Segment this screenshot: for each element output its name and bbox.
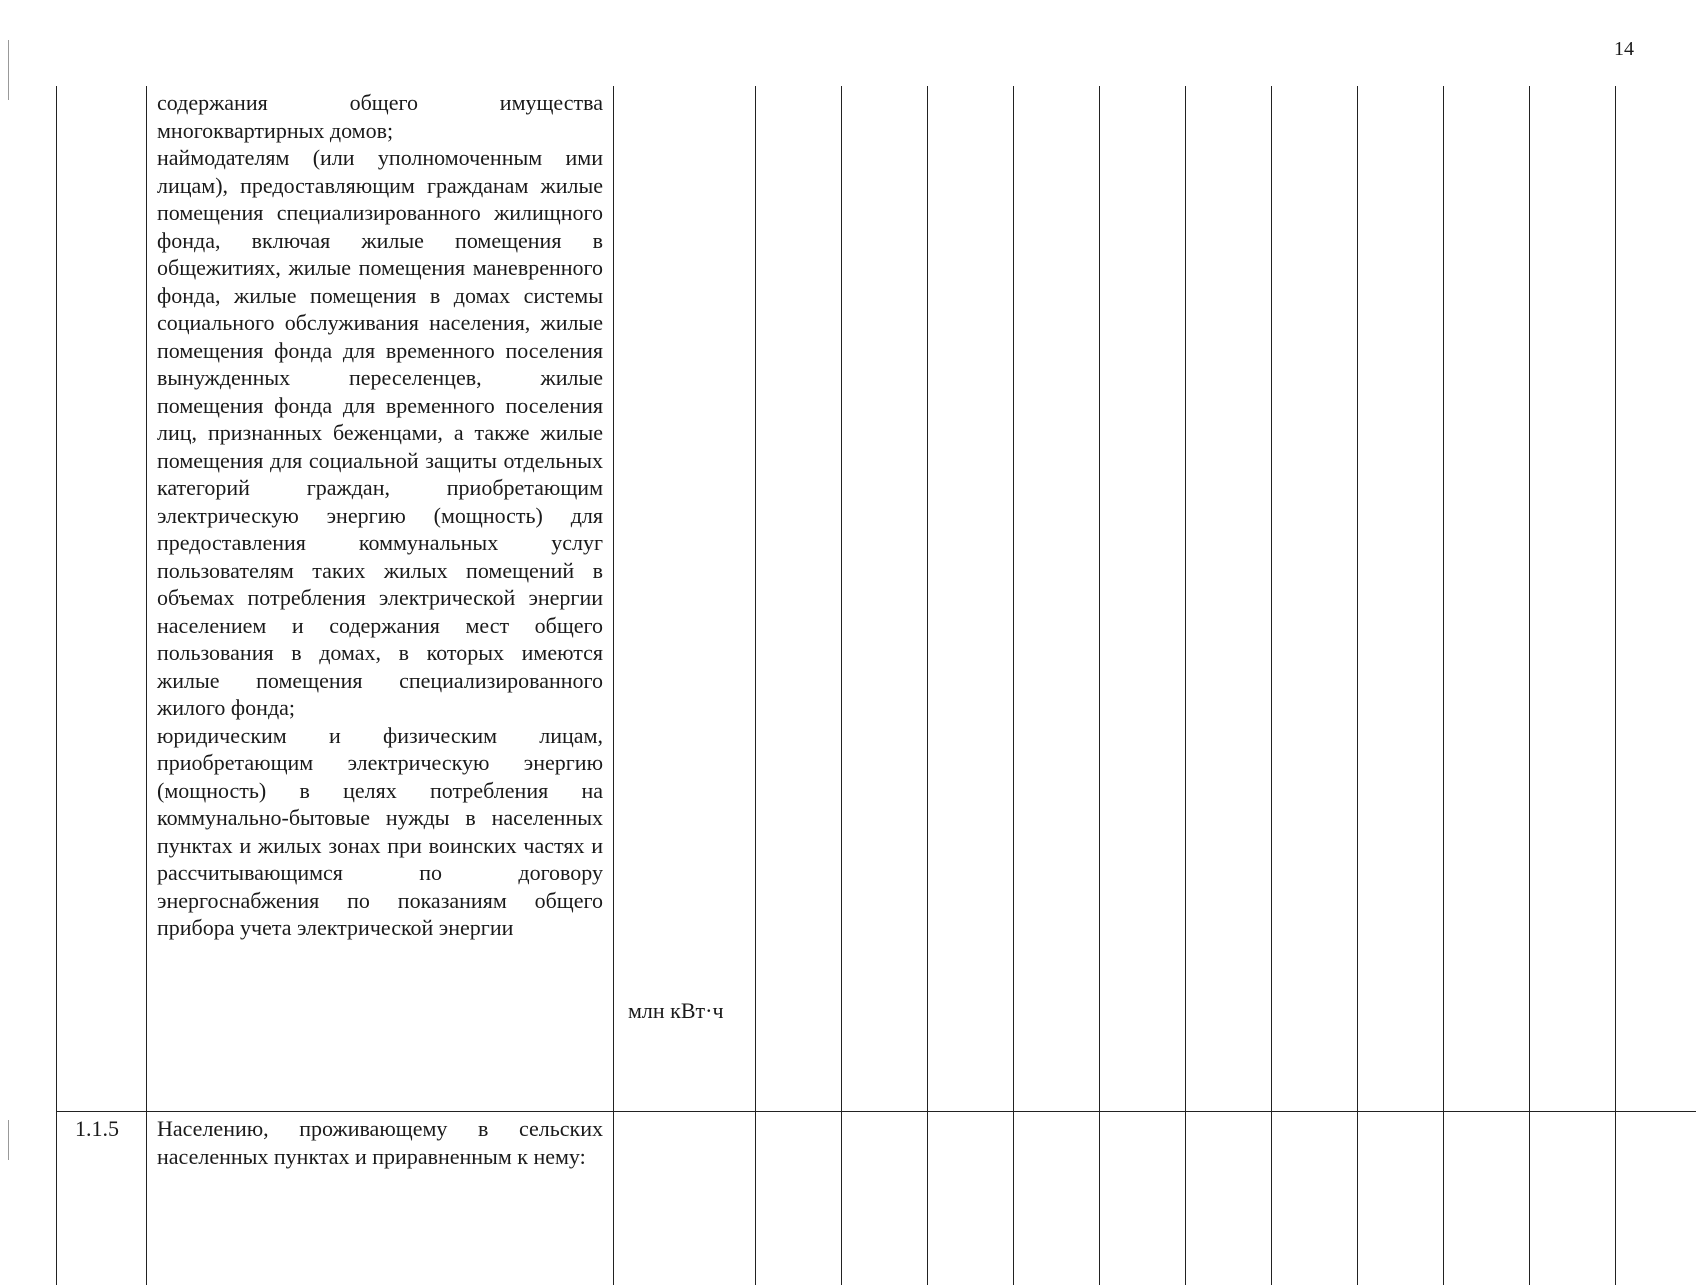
row-description <box>147 1112 614 1285</box>
empty-cell <box>1358 86 1444 1112</box>
row-unit <box>614 1112 756 1285</box>
empty-cell <box>842 86 928 1112</box>
row-description <box>147 86 614 1112</box>
description-paragraph: содержания общего имущества многоквартирных домов; <box>157 89 603 144</box>
empty-cell <box>1014 1112 1100 1285</box>
empty-cell <box>1100 86 1186 1112</box>
empty-cell <box>842 1112 928 1285</box>
row-number <box>57 86 147 1112</box>
empty-cell <box>1186 1112 1272 1285</box>
scan-edge-mark <box>8 40 9 100</box>
empty-cell <box>1444 86 1530 1112</box>
empty-cell <box>1186 86 1272 1112</box>
empty-cell <box>1272 1112 1358 1285</box>
empty-cell <box>756 1112 842 1285</box>
empty-cell <box>928 1112 1014 1285</box>
empty-cell <box>1444 1112 1530 1285</box>
empty-cell <box>928 86 1014 1112</box>
row-unit: млн кВт·ч <box>614 86 756 1112</box>
description-paragraph: юридическим и физическим лицам, приобретающим электрическую энергию (мощность) в целях потребления на коммунально-бытовые нужды в населенных пунктах и жилых зонах при воинских частях и рассчитывающимся по договору энергоснабжения по показаниям общего прибора учета электрической энергии <box>157 722 603 942</box>
table-row <box>57 86 1696 1112</box>
table-row <box>57 1112 1696 1285</box>
page-number: 14 <box>1614 38 1634 61</box>
tariff-table <box>56 86 1696 1285</box>
row-number: 1.1.5 <box>57 1112 147 1285</box>
empty-cell <box>1616 86 1696 1112</box>
empty-cell <box>1530 86 1616 1112</box>
scan-edge-mark <box>8 1120 9 1160</box>
empty-cell <box>1014 86 1100 1112</box>
empty-cell <box>1272 86 1358 1112</box>
empty-cell <box>1100 1112 1186 1285</box>
empty-cell <box>756 86 842 1112</box>
empty-cell <box>1530 1112 1616 1285</box>
empty-cell <box>1616 1112 1696 1285</box>
description-paragraph: наймодателям (или уполномоченным ими лицам), предоставляющим гражданам жилые помещения специализированного жилищного фонда, включая жилые помещения в общежитиях, жилые помещения маневренного фонда, жилые помещения в домах системы социального обслуживания населения, жилые помещения фонда для временного поселения вынужденных переселенцев, жилые помещения фонда для временного поселения лиц, признанных беженцами, а также жилые помещения для социальной защиты отдельных категорий граждан, приобретающим электрическую энергию (мощность) для предоставления коммунальных услуг пользователям таких жилых помещений в объемах потребления электрической энергии населением и содержания мест общего пользования в домах, в которых имеются жилые помещения специализированного жилого фонда; <box>157 144 603 722</box>
description-paragraph: Населению, проживающему в сельских населенных пунктах и приравненным к нему: <box>157 1115 603 1170</box>
empty-cell <box>1358 1112 1444 1285</box>
